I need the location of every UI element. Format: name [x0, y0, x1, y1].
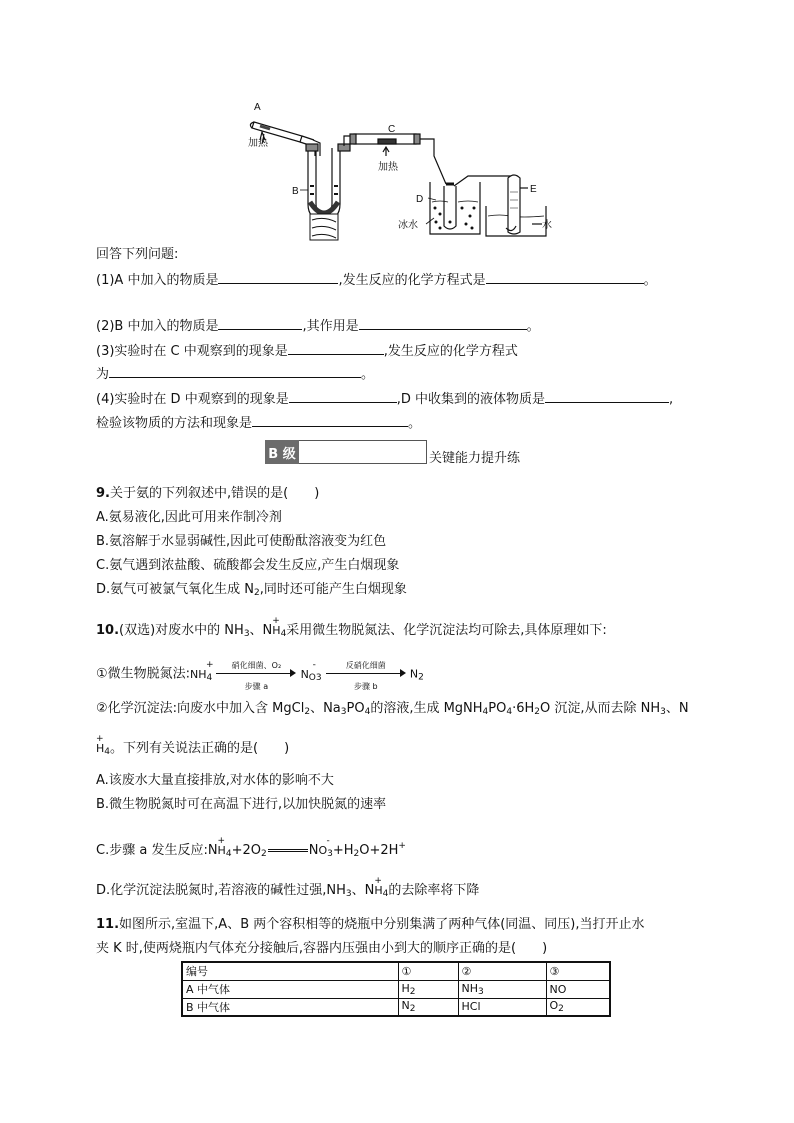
intro-line: 回答下列问题: [96, 247, 179, 262]
q9-option-c[interactable]: C.氨气遇到浓盐酸、硫酸都会发生反应,产生白烟现象 [96, 558, 400, 573]
wooden-block [310, 214, 338, 240]
answer-blank[interactable] [289, 389, 397, 403]
grade-banner [265, 440, 520, 464]
q9-stem: 9.关于氨的下列叙述中,错误的是( ) [96, 486, 320, 501]
answer-blank[interactable] [218, 316, 302, 330]
q8-part2: (2)B 中加入的物质是 ,其作用是 。 [96, 316, 540, 336]
q10-option-d[interactable]: D.化学沉淀法脱氮时,若溶液的碱性过强$,NH_3$、$NH_4$ + 的去除率将下降 [96, 882, 479, 903]
answer-blank[interactable] [218, 270, 338, 284]
ammonium-ion: $NH_4$ + [190, 659, 214, 683]
q10-method1: ①微生物脱氮法$:NH_4$ + 硝化细菌、O₂ 步骤 a $N_{O3}$ - 反硝化细菌 步骤 b $N_2$ [96, 659, 424, 691]
arrow-step-b: 反硝化细菌 步骤 b [326, 664, 406, 684]
grade-frame [299, 440, 427, 464]
q8-part1: (1)A 中加入的物质是 ,发生反应的化学方程式是 。 [96, 270, 657, 290]
label-a: A [254, 102, 261, 113]
heat-label-2: 加热 [378, 162, 398, 173]
gas-table [181, 961, 611, 1017]
glass-tube-c [350, 134, 446, 184]
table-row: B 中气体 $N_2$ HCl $O_2$ [182, 998, 610, 1016]
water-label: 水 [542, 220, 552, 231]
u-tube-b [306, 136, 354, 220]
q8-part3-cont: 为 。 [96, 364, 374, 384]
table-row: A 中气体 $H_2$ $NH_3$ NO [182, 980, 610, 998]
answer-blank[interactable] [545, 389, 669, 403]
q11-stem-2: 夹 K 时,使两烧瓶内气体充分接触后,容器内压强由小到大的顺序正确的是( ) [96, 941, 548, 956]
q9-option-a[interactable]: A.氨易液化,因此可用来作制冷剂 [96, 510, 282, 525]
q10-option-a[interactable]: A.该废水大量直接排放,对水体的影响不大 [96, 773, 334, 788]
ammonium-ion: $H_4$ + [374, 876, 389, 899]
equals-sign [268, 849, 308, 852]
label-b: B [292, 186, 299, 197]
q8-part4-cont: 检验该物质的方法和现象是 。 [96, 413, 421, 433]
arrow-step-a: 硝化细菌、O₂ 步骤 a [216, 664, 296, 684]
q11-stem-1: 11.如图所示,室温下,A、B 两个容积相等的烧瓶中分别集满了两种气体(同温、同压),当打开止水 [96, 917, 645, 932]
table-row: 编号 ① ② ③ [182, 962, 610, 980]
q9-option-d[interactable]: D.氨气可被氯气氧化生成 $N_2$,同时还可能产生白烟现象 [96, 582, 407, 598]
q10-option-c[interactable]: C.步骤 a 发生反应$:NH_4$ + $+2O_2$ $NO_3$ - $+H_2O+2H^+$ [96, 837, 406, 863]
q8-part4: (4)实验时在 D 中观察到的现象是 ,D 中收集到的液体物质是 , [96, 389, 673, 409]
answer-blank[interactable] [109, 364, 361, 378]
grade-title: 关键能力提升练 [429, 451, 521, 466]
answer-blank[interactable] [359, 316, 527, 330]
q8-part3: (3)实验时在 C 中观察到的现象是 ,发生反应的化学方程式 [96, 341, 518, 361]
answer-blank[interactable] [486, 270, 644, 284]
heat-label-1: 加热 [248, 138, 268, 149]
apparatus-diagram [240, 96, 560, 246]
q10-option-b[interactable]: B.微生物脱氮时可在高温下进行,以加快脱氮的速率 [96, 797, 387, 812]
nitrate-ion: $O_3$ - [318, 836, 333, 859]
answer-blank[interactable] [252, 413, 408, 427]
q10-stem: 10.(双选)对废水中的 $NH_3$、$NH_4$ + 采用微生物脱氮法、化学沉淀法均可除去,具体原理如下: [96, 622, 607, 643]
q9-option-b[interactable]: B.氨溶解于水显弱碱性,因此可使酚酞溶液变为红色 [96, 534, 387, 549]
q10-method2-cont: $H_4$ + 。下列有关说法正确的是( ) [96, 740, 289, 761]
grade-tag: B 级 [265, 440, 299, 464]
label-d: D [416, 194, 424, 205]
label-e: E [530, 184, 537, 195]
q10-method2: ②化学沉淀法:向废水中加入含 MgCl$_2$、$Na_3PO_4$的溶液,生成 $MgNH_4PO_4\cdot 6H_2O$ 沉淀,从而去除 $NH_3$、N [96, 701, 689, 717]
ammonium-ion: $H_4$ + [96, 734, 111, 757]
water-trough-e [486, 175, 546, 236]
answer-blank[interactable] [288, 341, 384, 355]
ammonium-ion: $H_4$ + [272, 616, 287, 639]
label-c: C [388, 124, 396, 135]
ammonium-ion: $H_4$ + [217, 836, 232, 859]
ice-water-label: 冰水 [398, 220, 418, 231]
beaker-d [430, 176, 516, 234]
nitrate-ion: $N_{O3}$ - [300, 659, 322, 683]
